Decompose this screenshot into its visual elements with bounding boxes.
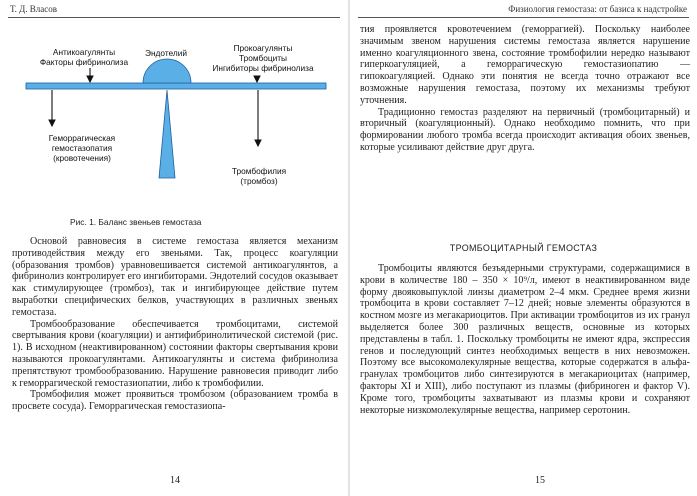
running-head-right: Физиология гемостаза: от базиса к надстройке — [508, 4, 687, 14]
header-rule — [358, 17, 689, 18]
label-procoagulants — [204, 44, 322, 74]
label-procoagulants-text: Прокоагулянты Тромбоциты Ингибиторы фибринолиза — [212, 43, 314, 73]
left-page — [0, 0, 348, 496]
label-thrombophilia-text: Тромбофилия (тромбоз) — [231, 166, 287, 186]
endothelium-dome — [143, 59, 191, 83]
section-title: ТРОМБОЦИТАРНЫЙ ГЕМОСТАЗ — [449, 243, 598, 253]
label-hemorrhagic-text: Геморрагическая гемостазопатия (кровотечения) — [48, 133, 116, 163]
paragraph: Тромбофилия может проявиться тромбозом (образованием тромба в просвете сосуда). Геморрагическая гемостазиопа- — [12, 389, 338, 413]
page-number-right: 15 — [535, 475, 545, 486]
balance-figure — [8, 30, 338, 215]
running-head-left: Т. Д. Власов — [10, 4, 57, 14]
label-anticoagulants-text: Антикоагулянты Факторы фибринолиза — [39, 47, 129, 67]
page-number-left: 14 — [170, 475, 180, 486]
pivot-triangle — [159, 90, 175, 178]
paragraph: Традиционно гемостаз разделяют на первичный (тромбоцитарный) и вторичный (коагуляционный). Однако необходимо помнить, что при формировании любого тромба всегда происходит активация обоих звеньев, которые усиливают действие друг друга. — [360, 106, 690, 153]
paragraph: Тромбообразование обеспечивается тромбоцитами, системой свертывания крови (коагуляции) и антифибринолитической системой (рис. 1). В исходном (неактивированном) состоянии факторы свертывания крови называются прокоагулянтами. Антикоагулянты и система фибринолиза препятствуют тромбообразованию. Нарушение равновесия приводит либо к геморрагической гемостазиопатии, либо к тромбофилии. — [12, 318, 338, 389]
paragraph: тия проявляется кровотечением (геморрагией). Поскольку наиболее значимым звеном нарушения системы гемостаза является нарушение именно коагуляционного звена, состояние тромбофилии нередко называют гиперкоагуляцией, а геморрагическую гемостазиопатию — гипокоагуляцией. Однако эти понятия не всегда точно отражают все возможные нарушения гемостаза, поэтому их механизмы требуют уточнения. — [360, 24, 690, 106]
right-body-text — [360, 263, 690, 416]
label-thrombophilia — [216, 167, 302, 187]
right-page — [350, 0, 697, 496]
label-anticoagulants — [24, 48, 144, 68]
paragraph: Тромбоциты являются безъядерными структурами, содержащимися в крови в количестве 180 – 350 × 10⁹/л, имеют в неактивированном виде форму двояковыпуклой линзы диаметром 2–4 мкм. Среднее время жизни тромбоцита в крови составляет 7–12 дней; новые элементы образуются в костном мозге из мегакариоцитов. При активации тромбоцитов из их гранул выделяется более 300 различных веществ, основные из которых представлены в табл. 1. Поскольку тромбоциты не имеют ядра, экспрессия генов и последующий синтез необходимых веществ в них невозможен. Поэтому все высокомолекулярные вещества, которые содержатся в альфа-гранулах тромбоцитов либо синтезируются в мегакариоцитах (например, факторы XI и XIII), либо поступают из плазмы (фибриноген и фактор V). Кроме того, тромбоциты захватывают из плазмы крови и сохраняют некоторые низкомолекулярные вещества, например серотонин. — [360, 263, 690, 416]
balance-beam — [26, 83, 326, 89]
right-top-text — [360, 24, 690, 154]
paragraph: Основой равновесия в системе гемостаза является механизм противодействия между его звеньями. Так, процесс коагуляции (образования тромбов) уравновешивается системой антикоагулянтов, а фибринолиз контролирует его ингибиторами. Эндотелий сосудов оказывает как стимулирующее (тромбоз), так и ингибирующее действие путем выработки специфических белков, участвующих в различных звеньях гемостаза. — [12, 236, 338, 318]
header-rule — [8, 17, 340, 18]
left-body-text — [12, 236, 338, 413]
label-hemorrhagic — [22, 134, 142, 164]
label-endothelium: Эндотелий — [145, 48, 187, 58]
figure-caption: Рис. 1. Баланс звеньев гемостаза — [70, 217, 202, 227]
